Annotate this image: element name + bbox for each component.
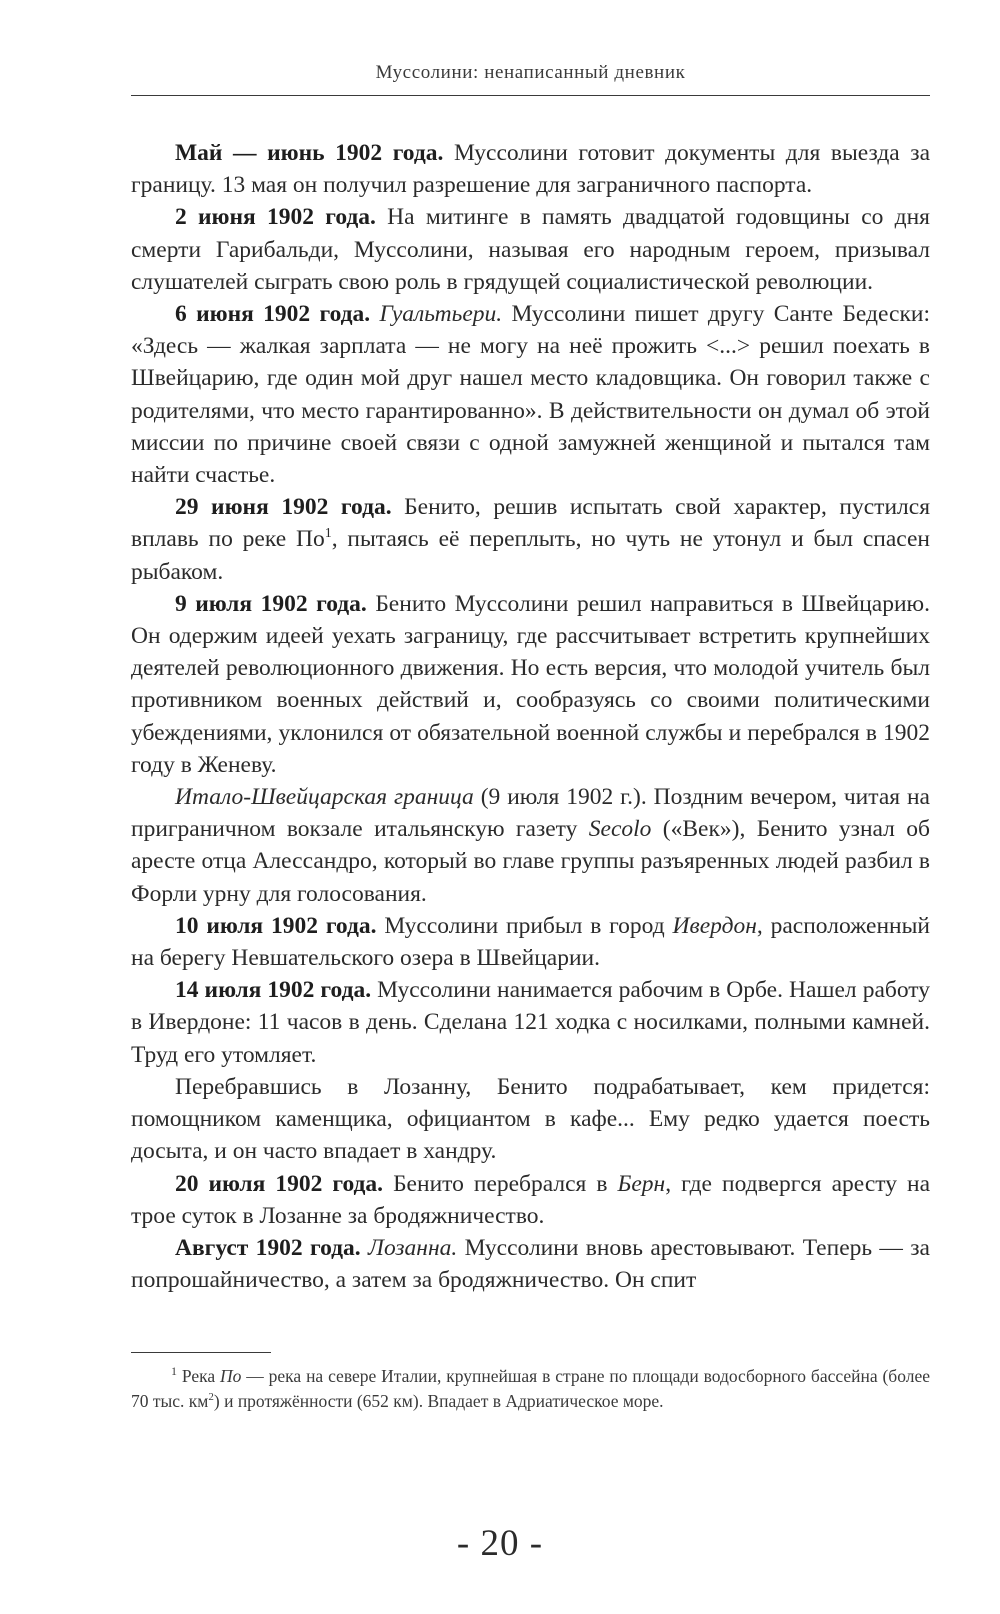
entry-text: («Век»), Бенито узнал об аресте отца Алессандро, который во главе группы разъяренных людей разбил в Форли урну для голосования. bbox=[131, 816, 930, 907]
footnote-rule bbox=[131, 1352, 271, 1353]
body-text bbox=[131, 137, 930, 1296]
entry-place: Гуальтьери. bbox=[379, 301, 503, 328]
footnote-reference[interactable]: 1 bbox=[324, 526, 332, 542]
entry-text: Бенито Муссолини решил направиться в Швейцарию. Он одержим идеей уехать заграницу, где рассчитывает встретить крупнейших деятелей революционного движения. Но есть версия, что молодой учитель был противником военных действий и, сообразуясь со своими политическими убеждениями, уклонился от обязательной военной службы и перебрался в 1902 году в Женеву. bbox=[131, 590, 930, 778]
entry-text: Муссолини пишет другу Санте Бедески: «Здесь — жалкая зарплата — не могу на неё прожить <...> решил поехать в Швейцарию, где один мой друг нашел место кладовщика. Он говорил также с родителями, что место гарантированно». В действительности он думал об этой миссии по причине своей связи с одной замужней женщиной и пытался там найти счастье. bbox=[131, 301, 930, 489]
entry-date: Май — июнь 1902 года. bbox=[175, 140, 444, 166]
entry-july-9 bbox=[131, 588, 930, 781]
entry-place: Берн bbox=[617, 1170, 666, 1197]
entry-place: Ивердон bbox=[672, 912, 757, 939]
entry-june-2 bbox=[131, 201, 930, 298]
entry-date: 6 июня 1902 года. bbox=[175, 301, 371, 328]
entry-date: 14 июля 1902 года. bbox=[175, 977, 372, 1004]
footnote-unit-superscript: 2 bbox=[208, 1391, 214, 1404]
entry-date: 9 июля 1902 года. bbox=[175, 590, 367, 617]
newspaper-name: Secolo bbox=[588, 816, 652, 843]
entry-lausanne-work bbox=[131, 1071, 930, 1168]
footnote-text: — река на севере Италии, крупнейшая в стране по площади водосборного бассейна (более 70 тыс. км bbox=[131, 1366, 930, 1411]
entry-july-14 bbox=[131, 974, 930, 1071]
entry-place: Итало-Швейцарская граница bbox=[175, 784, 474, 811]
entry-place: Лозанна. bbox=[368, 1234, 458, 1261]
entry-july-10 bbox=[131, 910, 930, 974]
entry-text: Муссолини прибыл в город bbox=[376, 912, 673, 939]
footnote-text: Река bbox=[177, 1366, 221, 1386]
entry-date: 20 июля 1902 года. bbox=[175, 1170, 384, 1197]
entry-june-6 bbox=[131, 298, 930, 491]
entry-text: Бенито, решив испытать свой характер, пустился вплавь по реке По bbox=[131, 494, 930, 553]
entry-text: На митинге в память двадцатой годовщины со дня смерти Гарибальди, Муссолини, называя его народным героем, призывал слушателей сыграть свою роль в грядущей социалистической революции. bbox=[131, 204, 930, 295]
entry-text: , где подвергся аресту на трое суток в Лозанне за бродяжничество. bbox=[131, 1170, 930, 1229]
page-number: - 20 - bbox=[456, 1523, 544, 1564]
entry-border bbox=[131, 781, 930, 910]
entry-text: Муссолини готовит документы для выезда за границу. 13 мая он получил разрешение для заграничного паспорта. bbox=[131, 140, 930, 199]
footnote bbox=[131, 1364, 930, 1414]
running-header: Муссолини: ненаписанный дневник bbox=[375, 62, 686, 83]
entry-date: Август 1902 года. bbox=[175, 1234, 361, 1261]
footnote-text: ) и протяжённости (652 км). Впадает в Адриатическое море. bbox=[213, 1391, 664, 1411]
entry-text: , расположенный на берегу Невшательского озера в Швейцарии. bbox=[131, 912, 930, 972]
entry-text: Перебравшись в Лозанну, Бенито подрабатывает, кем придется: помощником каменщика, официантом в кафе... Ему редко удается поесть досыта, и он часто впадает в хандру. bbox=[131, 1073, 930, 1165]
entry-text: Муссолини нанимается рабочим в Орбе. Нашел работу в Ивердоне: 11 часов в день. Сделана 121 ходка с носилками, полными камней. Труд его утомляет. bbox=[131, 977, 930, 1068]
entry-text: Муссолини вновь арестовывают. Теперь — за попрошайничество, а затем за бродяжничество. Он спит bbox=[131, 1234, 930, 1294]
header-rule bbox=[131, 95, 930, 96]
entry-text: , пытаясь её переплыть, но чуть не утонул и был спасен рыбаком. bbox=[131, 526, 931, 585]
entry-july-20 bbox=[131, 1168, 930, 1232]
entry-date: 10 июля 1902 года. bbox=[175, 912, 377, 939]
entry-text: Бенито перебрался в bbox=[383, 1170, 618, 1197]
entry-text: (9 июля 1902 г.). Поздним вечером, читая на приграничном вокзале итальянскую газету bbox=[131, 784, 930, 843]
entry-may-june bbox=[131, 137, 930, 201]
footnote-number: 1 bbox=[171, 1364, 177, 1379]
entry-date: 29 июня 1902 года. bbox=[175, 494, 392, 521]
entry-date: 2 июня 1902 года. bbox=[175, 204, 376, 231]
footnote-river: По bbox=[220, 1366, 242, 1386]
footnote-paragraph bbox=[131, 1364, 930, 1414]
entry-august bbox=[131, 1232, 930, 1296]
entry-june-29 bbox=[131, 491, 930, 588]
